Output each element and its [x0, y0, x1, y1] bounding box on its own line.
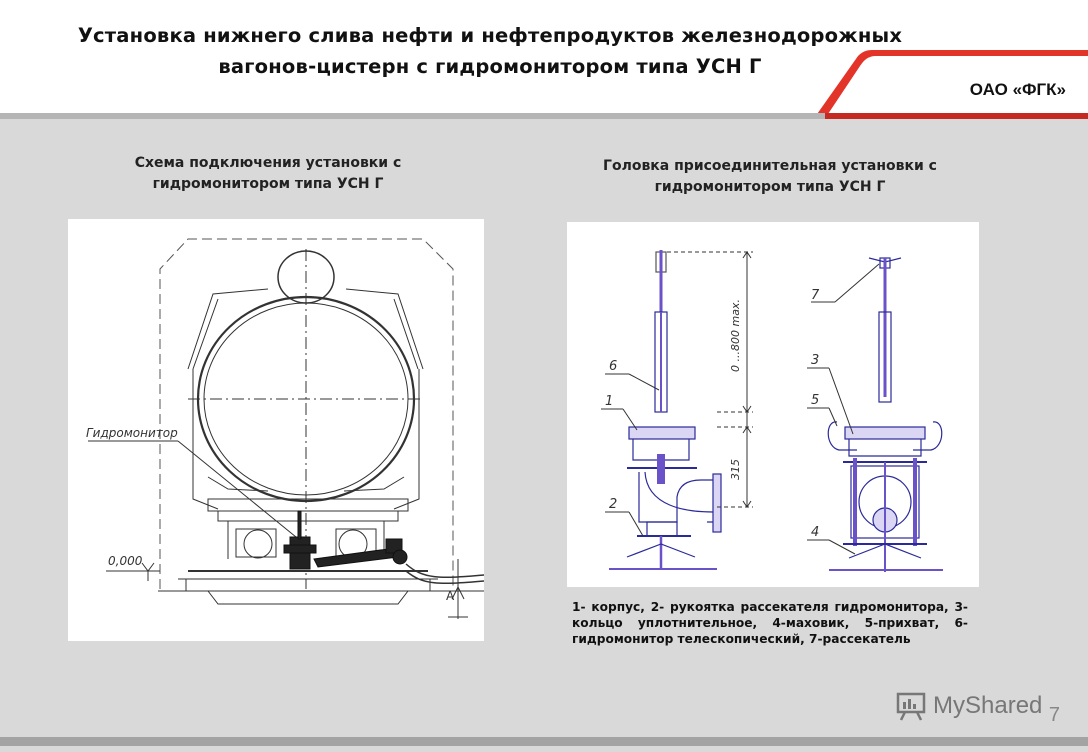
callout-3: 3	[811, 353, 820, 368]
brand-logo-text: ОАО «ФГК»	[969, 80, 1066, 99]
tank-car-scheme-svg	[68, 219, 484, 641]
parts-legend: 1- корпус, 2- рукоятка рассекателя гидромонитора, 3-кольцо уплотнительное, 4-маховик, 5-прихват, 6-гидромонитор телескопический, 7-рассекатель	[572, 600, 968, 646]
callout-4: 4	[811, 525, 820, 540]
callout-1: 1	[605, 394, 614, 409]
left-caption-line-1: Схема подключения установки с	[134, 155, 402, 171]
slide-title	[0, 20, 980, 82]
watermark-text: MyShared	[933, 692, 1043, 719]
slide-title-line-2: вагонов-цистерн с гидромонитором типа УСН Г	[218, 55, 762, 78]
presentation-board-icon	[895, 690, 927, 722]
connection-head-drawing	[567, 222, 979, 587]
page-number: 7	[1048, 704, 1060, 726]
left-caption	[68, 153, 468, 195]
footer-bar	[0, 737, 1088, 746]
label-section-a: А	[446, 589, 455, 603]
slide-title-line-1: Установка нижнего слива нефти и нефтепродуктов железнодорожных	[77, 24, 903, 47]
connection-head-svg	[567, 222, 979, 587]
callout-6: 6	[609, 359, 618, 374]
right-caption	[560, 156, 980, 198]
left-caption-line-2: гидромонитором типа УСН Г	[152, 176, 384, 192]
connection-scheme-drawing	[68, 219, 484, 641]
label-hydromonitor: Гидромонитор	[86, 426, 178, 440]
right-caption-line-1: Головка присоединительная установки с	[603, 158, 937, 174]
watermark	[895, 688, 1042, 724]
callout-2: 2	[609, 497, 618, 512]
callout-7: 7	[811, 288, 820, 303]
callout-5: 5	[811, 393, 820, 408]
label-zero-level: 0,000	[108, 554, 143, 568]
dim-range-label: 0 ...800 max.	[729, 299, 742, 372]
right-caption-line-2: гидромонитором типа УСН Г	[654, 179, 886, 195]
dim-315-label: 315	[729, 459, 742, 480]
